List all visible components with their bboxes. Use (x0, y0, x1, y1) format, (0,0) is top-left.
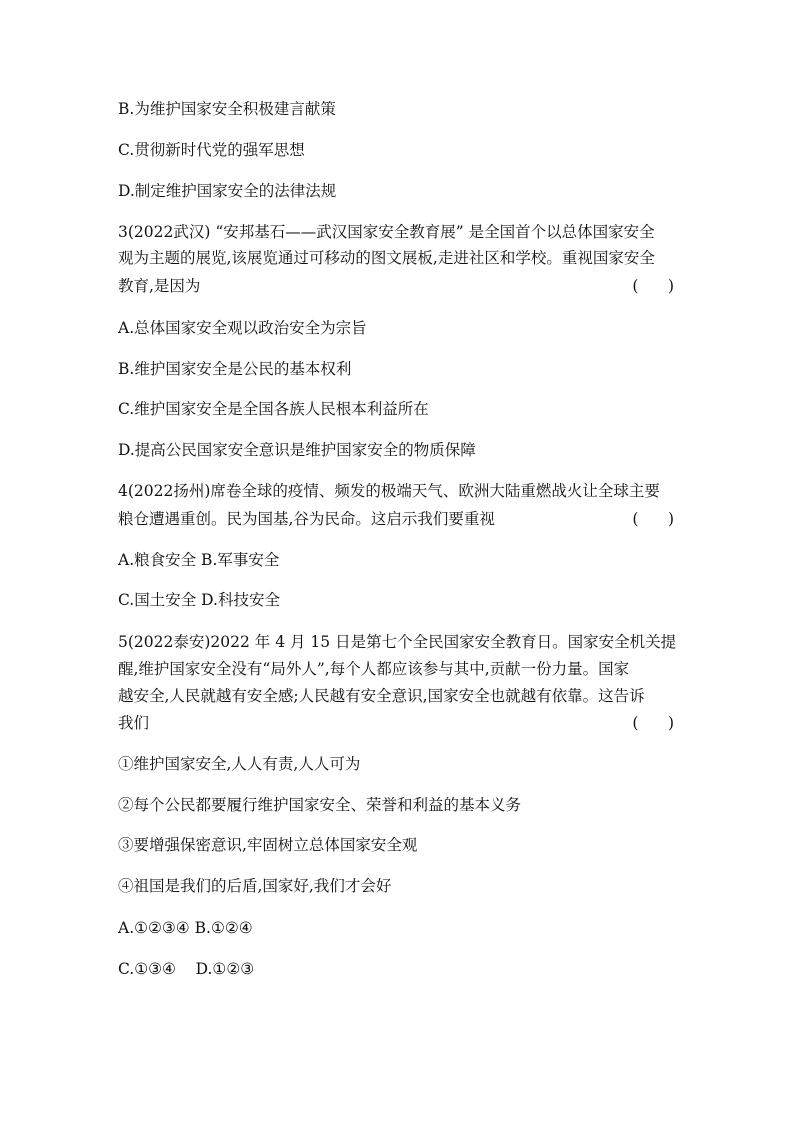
q5-stem-line-3: 越安全,人民就越有安全感;人民越有安全意识,国家安全也就越有依靠。这告诉 (118, 687, 645, 705)
q4-answer-blank: ( ) (632, 510, 674, 528)
q5-statement-1: ①维护国家安全,人人有责,人人可为 (118, 755, 361, 773)
q3-option-a: A.总体国家安全观以政治安全为宗旨 (118, 319, 367, 337)
q2-option-b: B.为维护国家安全积极建言献策 (118, 100, 336, 118)
q5-stem-line-1: 5(2022泰安)2022 年 4 月 15 日是第七个全民国家安全教育日。国家安全机关提 (118, 633, 677, 651)
q4-options-cd: C.国土安全 D.科技安全 (118, 591, 280, 609)
q5-answer-blank: ( ) (632, 714, 674, 732)
q3-stem-line-3: 教育,是因为 (118, 277, 201, 295)
q3-option-d: D.提高公民国家安全意识是维护国家安全的物质保障 (118, 441, 476, 459)
q4-stem-line-1: 4(2022扬州)席卷全球的疫情、频发的极端天气、欧洲大陆重燃战火让全球主要 (118, 482, 660, 500)
q3-option-b: B.维护国家安全是公民的基本权利 (118, 360, 352, 378)
q5-stem-line-4: 我们 (118, 714, 150, 732)
q4-stem-line-2: 粮仓遭遇重创。民为国基,谷为民命。这启示我们要重视 (118, 510, 495, 528)
q2-option-c: C.贯彻新时代党的强军思想 (118, 141, 305, 159)
q5-stem-line-2: 醒,维护国家安全没有“局外人”,每个人都应该参与其中,贡献一份力量。国家 (118, 660, 630, 678)
q5-statement-2: ②每个公民都要履行维护国家安全、荣誉和利益的基本义务 (118, 796, 522, 814)
q5-options-cd: C.①③④ D.①②③ (118, 960, 255, 978)
q3-stem-line-1: 3(2022武汉) “安邦基石——武汉国家安全教育展” 是全国首个以总体国家安全 (118, 223, 655, 241)
q5-statement-3: ③要增强保密意识,牢固树立总体国家安全观 (118, 836, 418, 854)
q3-option-c: C.维护国家安全是全国各族人民根本利益所在 (118, 400, 429, 418)
q3-stem-line-2: 观为主题的展览,该展览通过可移动的图文展板,走进社区和学校。重视国家安全 (118, 249, 655, 267)
q4-options-ab: A.粮食安全 B.军事安全 (118, 551, 280, 569)
q3-answer-blank: ( ) (632, 277, 674, 295)
q5-statement-4: ④祖国是我们的后盾,国家好,我们才会好 (118, 877, 392, 895)
q2-option-d: D.制定维护国家安全的法律法规 (118, 182, 337, 200)
q5-options-ab: A.①②③④ B.①②④ (118, 919, 253, 937)
